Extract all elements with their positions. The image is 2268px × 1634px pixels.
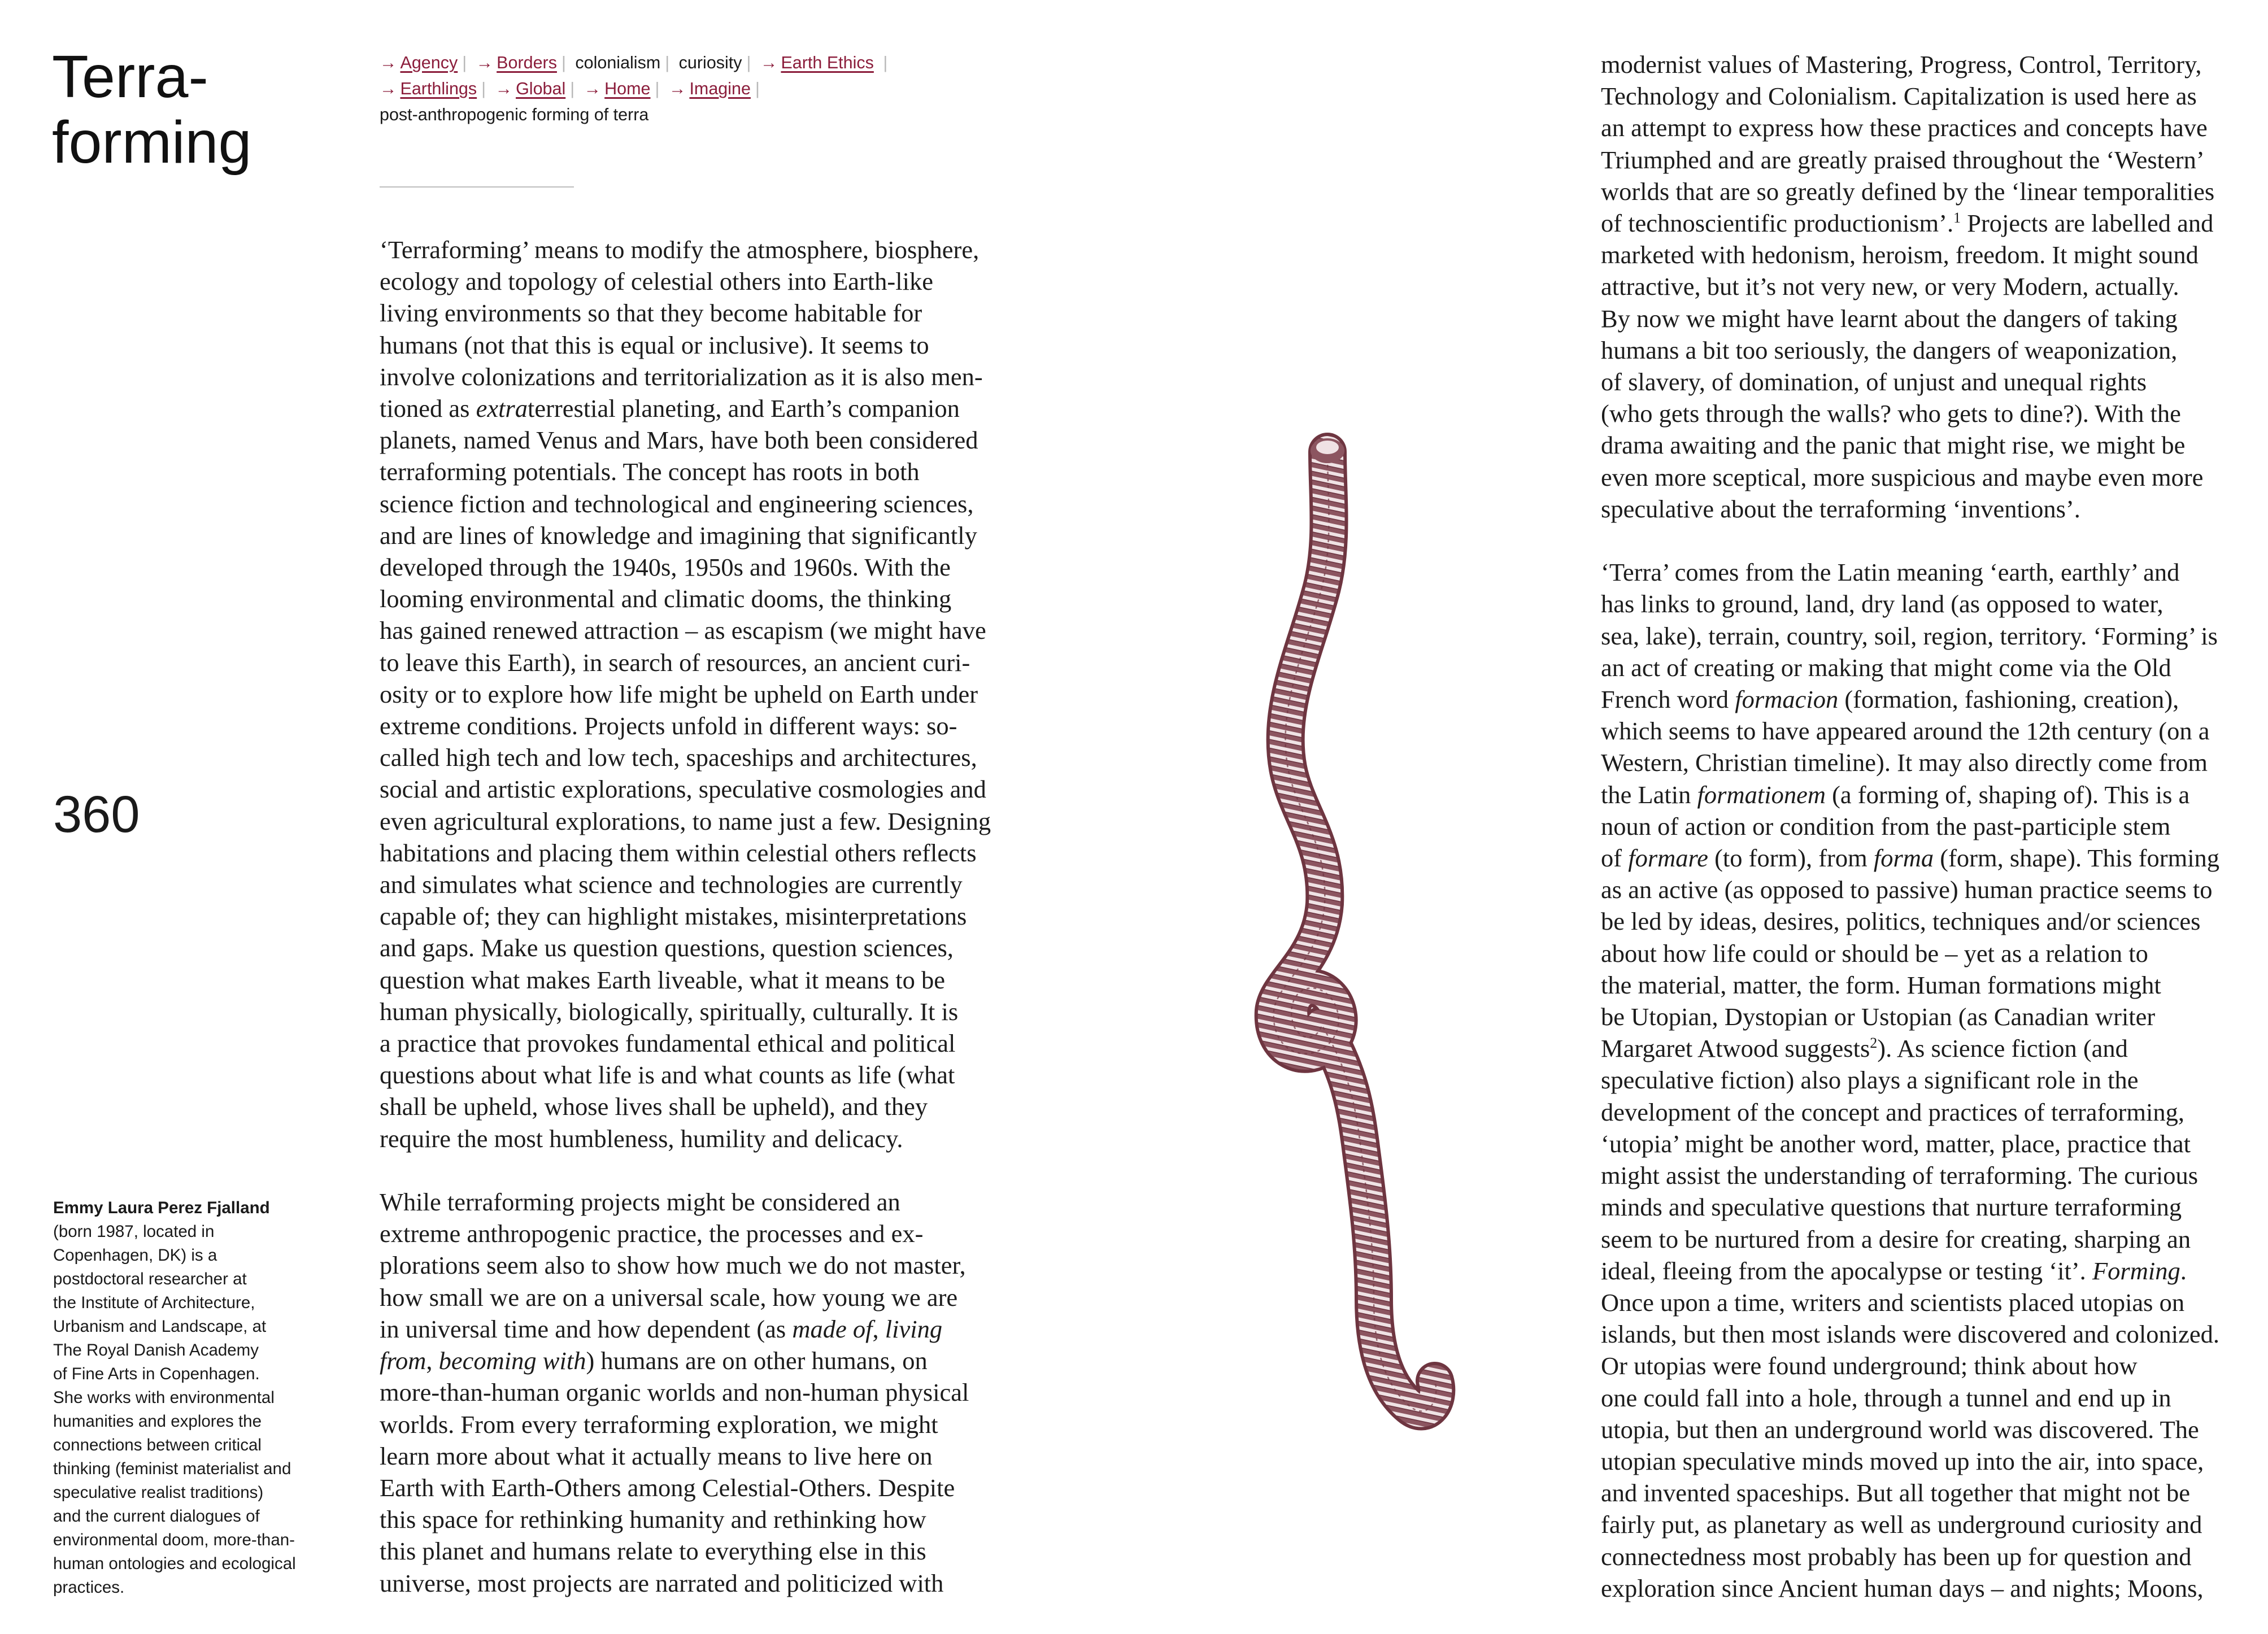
bio-line: humanities and explores the	[53, 1412, 262, 1431]
text-run: Earth with Earth-Others among Celestial-Others. Despite	[380, 1473, 955, 1502]
text-run: called high tech and low tech, spaceships and architectures,	[380, 743, 977, 772]
text-run: ecology and topology of celestial others into Earth-like	[380, 267, 933, 296]
text-line	[380, 265, 991, 297]
text-run: noun of action or condition from the past-participle stem	[1601, 812, 2171, 840]
text-run: looming environmental and climatic dooms, the thinking	[380, 585, 952, 613]
arrow-right-icon: →	[760, 53, 778, 72]
text-run: this planet and humans relate to everything else in this	[380, 1537, 926, 1566]
text-line	[380, 234, 991, 265]
text-run: require the most humbleness, humility and delicacy.	[380, 1124, 903, 1153]
text-line	[380, 1282, 991, 1313]
arrow-right-icon: →	[584, 79, 602, 98]
text-run: terraforming potentials. The concept has roots in both	[380, 457, 920, 486]
text-line	[380, 1345, 991, 1376]
tag-separator: |	[665, 53, 670, 72]
text-line	[1601, 747, 2219, 778]
bio-line: thinking (feminist materialist and	[53, 1459, 291, 1478]
text-line	[1601, 938, 2219, 969]
text-run: plorations seem also to show how much we do not master,	[380, 1251, 966, 1280]
text-line	[380, 456, 991, 487]
text-run: an act of creating or making that might come via the Old	[1601, 653, 2171, 682]
text-run: (who gets through the walls? who gets to dine?). With the	[1601, 399, 2181, 428]
text-line	[1601, 1445, 2219, 1477]
text-line	[1601, 429, 2219, 461]
italic-text: extra	[476, 394, 528, 423]
text-run: drama awaiting and the panic that might rise, we might be	[1601, 431, 2186, 460]
text-line	[1601, 556, 2219, 588]
text-run: exploration since Ancient human days – and nights; Moons,	[1601, 1574, 2204, 1602]
text-run: how small we are on a universal scale, how young we are	[380, 1283, 958, 1311]
text-run: worlds. From every terraforming exploration, we might	[380, 1410, 938, 1439]
text-run: human physically, biologically, spiritually, culturally. It is	[380, 997, 959, 1026]
arrow-right-icon: →	[476, 53, 494, 72]
text-run: terrestial planeting, and Earth’s companion	[528, 394, 960, 423]
italic-text: formare	[1628, 844, 1708, 873]
text-run: minds and speculative questions that nurture terraforming	[1601, 1193, 2182, 1222]
text-run: ideal, fleeing from the apocalypse or testing ‘it’.	[1601, 1256, 2092, 1285]
text-run: in universal time and how dependent (as	[380, 1314, 793, 1343]
text-run: of technoscientific productionism’.	[1601, 209, 1954, 238]
text-line	[380, 393, 991, 424]
text-run: utopian speculative minds moved up into the air, into space,	[1601, 1446, 2204, 1475]
text-run: universe, most projects are narrated and politicized with	[380, 1568, 944, 1597]
text-run: Once upon a time, writers and scientists placed utopias on	[1601, 1288, 2185, 1317]
text-line	[380, 742, 991, 773]
bio-line: speculative realist traditions)	[53, 1483, 264, 1502]
text-line	[1601, 1032, 2219, 1064]
tag-label: curiosity	[678, 53, 742, 72]
text-line	[1601, 1509, 2219, 1540]
author-bio	[53, 1196, 336, 1600]
text-line	[380, 773, 991, 805]
tag-label: Agency	[400, 53, 458, 72]
text-run: fairly put, as planetary as well as underground curiosity and	[1601, 1510, 2202, 1539]
text-run: ‘utopia’ might be another word, matter, place, practice that	[1601, 1129, 2191, 1158]
bio-line: (born 1987, located in	[53, 1222, 215, 1241]
tag-label: Earth Ethics	[781, 53, 874, 72]
text-line	[380, 1218, 991, 1249]
tag-curiosity	[679, 53, 742, 72]
text-run: (a forming of, shaping of). This is a	[1825, 780, 2190, 809]
text-run: social and artistic explorations, speculative cosmologies and	[380, 775, 986, 804]
text-run: questions about what life is and what counts as life (what	[380, 1061, 955, 1090]
text-line	[1601, 144, 2219, 176]
tag-label: post-anthropogenic forming of terra	[380, 105, 649, 124]
italic-text: formationem	[1697, 780, 1826, 809]
text-line	[1601, 1064, 2219, 1096]
text-run: of	[1601, 844, 1629, 873]
paragraph	[380, 1186, 991, 1599]
keyword-tags	[380, 50, 1012, 128]
text-line	[1601, 969, 2219, 1001]
text-line	[1601, 588, 2219, 620]
text-line	[1601, 366, 2219, 398]
text-line	[1601, 1160, 2219, 1191]
text-run: Technology and Colonialism. Capitalization is used here as	[1601, 82, 2197, 111]
text-run: more-than-human organic worlds and non-human physical	[380, 1378, 969, 1407]
text-line	[1601, 842, 2219, 874]
footnote-ref: 1	[1953, 210, 1961, 226]
text-line	[1601, 1255, 2219, 1287]
text-run: (form, shape). This forming	[1934, 844, 2220, 873]
text-line	[380, 1472, 991, 1504]
text-line	[380, 932, 991, 964]
text-run: (to form), from	[1708, 844, 1874, 873]
tag-separator: |	[561, 53, 566, 72]
text-line	[380, 329, 991, 361]
text-line	[380, 900, 991, 932]
text-run: ,	[426, 1347, 439, 1375]
text-line	[1601, 1318, 2219, 1350]
text-run: involve colonizations and territorialization as it is also men-	[380, 362, 983, 391]
italic-text: made of	[792, 1314, 873, 1343]
tag-separator: |	[755, 79, 760, 98]
bio-line: connections between critical	[53, 1436, 262, 1454]
text-line	[380, 1027, 991, 1059]
italic-text: living	[885, 1314, 943, 1343]
text-line	[1601, 493, 2219, 525]
text-run: planets, named Venus and Mars, have both been considered	[380, 426, 978, 455]
text-run: developed through the 1940s, 1950s and 1960s. With the	[380, 553, 951, 582]
text-run: osity or to explore how life might be upheld on Earth under	[380, 679, 978, 708]
text-run: to leave this Earth), in search of resources, an ancient curi-	[380, 648, 970, 677]
tag-agency[interactable]	[380, 53, 458, 72]
bio-line: of Fine Arts in Copenhagen.	[53, 1365, 260, 1383]
text-line	[380, 1091, 991, 1122]
earthworm-illustration-icon	[1243, 418, 1525, 1491]
bio-line: the Institute of Architecture,	[53, 1293, 255, 1312]
text-line	[1601, 1287, 2219, 1318]
text-line	[1601, 1001, 2219, 1032]
footnote-ref: 2	[1870, 1035, 1878, 1052]
text-run: ‘Terra’ comes from the Latin meaning ‘earth, earthly’ and	[1601, 558, 2180, 587]
text-run: and gaps. Make us question questions, question sciences,	[380, 934, 954, 962]
text-run: Margaret Atwood suggests	[1601, 1034, 1870, 1063]
text-line	[380, 488, 991, 520]
text-run: sea, lake), terrain, country, soil, region, territory. ‘Forming’ is	[1601, 621, 2218, 650]
tag-global[interactable]	[495, 79, 566, 98]
title-line-2: forming	[52, 109, 252, 176]
text-run: humans a bit too seriously, the dangers of weaponization,	[1601, 335, 2178, 364]
text-run: has gained renewed attraction – as escapism (we might have	[380, 616, 986, 645]
text-line	[1601, 1223, 2219, 1255]
text-run: ‘Terraforming’ means to modify the atmosphere, biosphere,	[380, 236, 980, 264]
text-run: learn more about what it actually means to live here on	[380, 1441, 933, 1470]
tag-imagine[interactable]	[669, 79, 751, 98]
text-line	[380, 615, 991, 646]
text-run: ,	[872, 1314, 885, 1343]
text-run: be Utopian, Dystopian or Ustopian (as Canadian writer	[1601, 1003, 2156, 1031]
text-run: extreme anthropogenic practice, the processes and ex-	[380, 1219, 924, 1248]
text-run: science fiction and technological and engineering sciences,	[380, 489, 974, 518]
text-line	[1601, 398, 2219, 429]
text-line	[380, 647, 991, 678]
text-line	[1601, 1572, 2219, 1604]
text-run: worlds that are so greatly defined by the ‘linear temporalities	[1601, 177, 2215, 206]
arrow-right-icon: →	[668, 79, 686, 98]
text-run: modernist values of Mastering, Progress, Control, Territory,	[1601, 50, 2202, 79]
text-run: question what makes Earth liveable, what it means to be	[380, 965, 945, 994]
text-run: shall be upheld, whose lives shall be upheld), and they	[380, 1092, 928, 1121]
text-line	[1601, 683, 2219, 715]
tag-label: Home	[604, 79, 651, 98]
text-line	[1601, 1096, 2219, 1128]
italic-text: from	[380, 1347, 426, 1375]
tag-home[interactable]	[584, 79, 651, 98]
text-line	[1601, 874, 2219, 905]
text-run: one could fall into a hole, through a tunnel and end up in	[1601, 1383, 2171, 1412]
text-run: might assist the understanding of terraforming. The curious	[1601, 1161, 2199, 1190]
text-line	[1601, 1128, 2219, 1160]
text-run: While terraforming projects might be considered an	[380, 1188, 900, 1217]
text-run: as an active (as opposed to passive) human practice seems to	[1601, 875, 2213, 904]
text-run: of slavery, of domination, of unjust and unequal rights	[1601, 368, 2147, 396]
page-title	[52, 44, 312, 175]
text-run: an attempt to express how these practices and concepts have	[1601, 114, 2208, 142]
text-line	[1601, 207, 2219, 239]
italic-text: becoming with	[438, 1347, 586, 1375]
tag-separator: |	[481, 79, 486, 98]
tag-colonialism	[575, 53, 660, 72]
text-line	[1601, 461, 2219, 493]
text-run: habitations and placing them within celestial others reflects	[380, 838, 977, 867]
text-run: speculative about the terraforming ‘inventions’.	[1601, 494, 2080, 523]
text-line	[1601, 176, 2219, 207]
text-line	[1601, 652, 2219, 683]
text-line	[380, 964, 991, 996]
paragraph	[1601, 556, 2219, 1604]
arrow-right-icon: →	[495, 79, 513, 98]
text-line	[380, 1059, 991, 1091]
italic-text: Forming	[2092, 1256, 2180, 1285]
text-run: even agricultural explorations, to name just a few. Designing	[380, 807, 991, 835]
text-line	[1601, 49, 2219, 80]
tag-label: Borders	[497, 53, 557, 72]
tag-label: colonialism	[575, 53, 661, 72]
text-line	[1601, 1477, 2219, 1509]
body-column-left	[380, 234, 991, 1599]
text-line	[1601, 334, 2219, 366]
text-line	[1601, 1350, 2219, 1382]
tag-earthlings[interactable]	[380, 79, 477, 98]
text-run: has links to ground, land, dry land (as opposed to water,	[1601, 590, 2163, 618]
tag-label: Global	[516, 79, 566, 98]
text-line	[380, 996, 991, 1027]
bio-line: practices.	[53, 1578, 125, 1597]
text-run: a practice that provokes fundamental ethical and political	[380, 1029, 956, 1058]
text-run: Western, Christian timeline). It may also directly come from	[1601, 748, 2208, 777]
bio-line: human ontologies and ecological	[53, 1554, 296, 1573]
divider-rule	[380, 186, 574, 188]
text-run: be led by ideas, desires, politics, techniques and/or sciences	[1601, 907, 2201, 936]
bio-line: and the current dialogues of	[53, 1507, 260, 1526]
text-run: Or utopias were found underground; think about how	[1601, 1352, 2138, 1380]
text-run: Triumphed and are greatly praised throughout the ‘Western’	[1601, 145, 2205, 174]
text-line	[1601, 715, 2219, 747]
text-line	[380, 1123, 991, 1154]
text-line	[380, 837, 991, 869]
tag-separator: |	[883, 53, 888, 72]
tag-post-anthropogenic-forming-of-terra	[380, 105, 648, 124]
text-run: seem to be nurtured from a desire for creating, sharping an	[1601, 1225, 2191, 1253]
text-line	[380, 1567, 991, 1599]
text-run: development of the concept and practices of terraforming,	[1601, 1097, 2184, 1126]
bio-line: The Royal Danish Academy	[53, 1341, 259, 1360]
text-run: marketed with hedonism, heroism, freedom. It might sound	[1601, 241, 2199, 269]
text-run: and invented spaceships. But all together that might not be	[1601, 1479, 2191, 1507]
text-line	[380, 1313, 991, 1345]
bio-line: postdoctoral researcher at	[53, 1270, 247, 1288]
text-line	[380, 678, 991, 710]
text-run: By now we might have learnt about the dangers of taking	[1601, 304, 2178, 333]
text-run: utopia, but then an underground world was discovered. The	[1601, 1415, 2199, 1444]
text-run: tioned as	[380, 394, 476, 423]
bio-line: Urbanism and Landscape, at	[53, 1317, 267, 1336]
tag-separator: |	[746, 53, 751, 72]
text-line	[380, 1186, 991, 1218]
text-line	[380, 520, 991, 551]
tag-label: Earthlings	[400, 79, 477, 98]
text-line	[1601, 1191, 2219, 1223]
tag-label: Imagine	[689, 79, 751, 98]
text-run: this space for rethinking humanity and rethinking how	[380, 1505, 926, 1534]
text-line	[1601, 303, 2219, 334]
text-line	[380, 583, 991, 615]
text-line	[380, 1409, 991, 1440]
text-line	[1601, 1414, 2219, 1445]
bio-line: environmental doom, more-than-	[53, 1531, 295, 1549]
text-line	[380, 361, 991, 393]
text-line	[380, 1249, 991, 1281]
page-number: 360	[53, 786, 140, 843]
text-line	[1601, 779, 2219, 811]
text-run: .	[2180, 1256, 2187, 1285]
tag-borders[interactable]	[476, 53, 557, 72]
text-run: islands, but then most islands were discovered and colonized.	[1601, 1320, 2219, 1349]
tag-separator: |	[655, 79, 660, 98]
title-line-1: Terra-	[52, 43, 208, 110]
text-line	[380, 805, 991, 837]
text-line	[380, 1504, 991, 1535]
text-run: about how life could or should be – yet as a relation to	[1601, 939, 2148, 968]
text-run: humans (not that this is equal or inclusive). It seems to	[380, 330, 929, 359]
text-line	[380, 710, 991, 742]
text-run: living environments so that they become habitable for	[380, 299, 922, 328]
tag-separator: |	[462, 53, 467, 72]
text-line	[380, 1376, 991, 1408]
text-run: even more sceptical, more suspicious and maybe even more	[1601, 463, 2204, 491]
text-run: ) humans are on other humans, on	[586, 1347, 928, 1375]
text-line	[1601, 80, 2219, 112]
text-run: speculative fiction) also plays a significant role in the	[1601, 1066, 2139, 1095]
text-line	[1601, 271, 2219, 302]
text-run: Projects are labelled and	[1961, 209, 2214, 238]
text-run: and are lines of knowledge and imagining that significantly	[380, 521, 977, 550]
text-line	[1601, 811, 2219, 842]
text-run: connectedness most probably has been up for question and	[1601, 1542, 2192, 1571]
text-run: and simulates what science and technologies are currently	[380, 870, 963, 899]
paragraph	[380, 234, 991, 1154]
text-line	[380, 869, 991, 900]
text-run: French word	[1601, 685, 1735, 714]
text-line	[1601, 620, 2219, 652]
text-run: the material, matter, the form. Human formations might	[1601, 970, 2161, 999]
tag-separator: |	[570, 79, 575, 98]
text-run: extreme conditions. Projects unfold in different ways: so-	[380, 712, 957, 740]
bio-line: She works with environmental	[53, 1388, 275, 1407]
italic-text: formacion	[1735, 685, 1839, 714]
text-line	[1601, 1382, 2219, 1414]
italic-text: forma	[1873, 844, 1934, 873]
paragraph	[1601, 49, 2219, 525]
text-run: which seems to have appeared around the 12th century (on a	[1601, 717, 2210, 746]
bio-line: Copenhagen, DK) is a	[53, 1246, 217, 1265]
arrow-right-icon: →	[380, 79, 397, 98]
text-line	[1601, 239, 2219, 271]
text-line	[380, 551, 991, 583]
text-run: attractive, but it’s not very new, or very Modern, actually.	[1601, 272, 2179, 301]
text-line	[1601, 905, 2219, 937]
text-line	[380, 297, 991, 329]
arrow-right-icon: →	[380, 53, 397, 72]
text-line	[380, 1440, 991, 1472]
text-line	[1601, 1541, 2219, 1572]
text-run: the Latin	[1601, 780, 1697, 809]
text-line	[1601, 112, 2219, 143]
author-name: Emmy Laura Perez Fjalland	[53, 1199, 270, 1217]
text-run: capable of; they can highlight mistakes, misinterpretations	[380, 902, 967, 931]
text-run: (formation, fashioning, creation),	[1838, 685, 2179, 714]
text-run: ). As science fiction (and	[1877, 1034, 2128, 1063]
text-line	[380, 1535, 991, 1567]
text-line	[380, 424, 991, 456]
body-column-right	[1601, 49, 2219, 1604]
tag-earth-ethics[interactable]	[760, 53, 874, 72]
